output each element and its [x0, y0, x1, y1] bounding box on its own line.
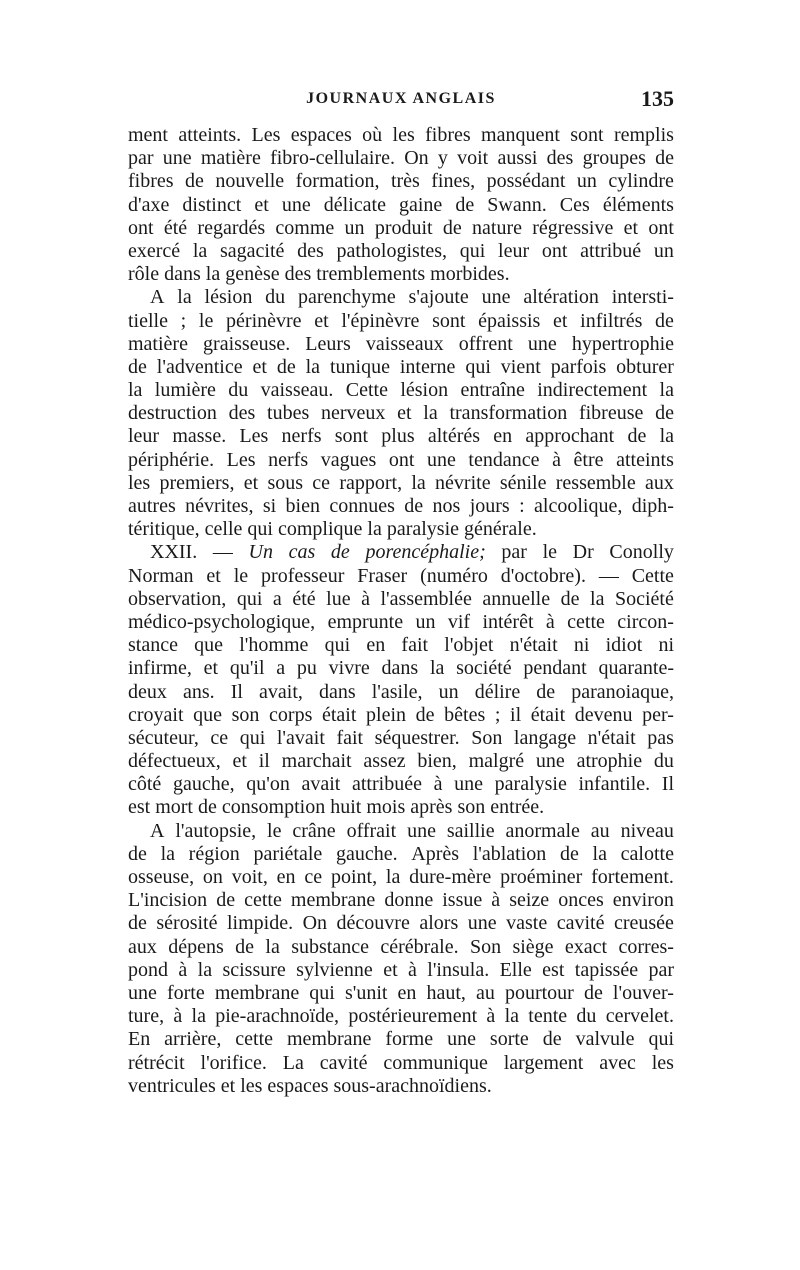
text-body	[128, 124, 674, 1098]
text-line: sécuteur, ce qui l'avait fait séquestrer. Son langage n'était pas	[128, 726, 674, 749]
text-line: observation, qui a été lue à l'assemblée annuelle de la Société	[128, 587, 674, 610]
text-line: de sérosité limpide. On découvre alors une vaste cavité creusée	[128, 912, 674, 935]
text-line: médico-psychologique, emprunte un vif intérêt à cette circon-	[128, 610, 674, 633]
text-line: ment atteints. Les espaces où les fibres manquent sont remplis	[128, 124, 674, 146]
text-line: les premiers, et sous ce rapport, la névrite sénile ressemble aux	[128, 471, 674, 494]
text-line: infirme, et qu'il a pu vivre dans la société pendant quarante-	[128, 657, 674, 680]
text-line: téritique, celle qui complique la paralysie générale.	[128, 518, 537, 541]
text-line: L'incision de cette membrane donne issue à seize onces environ	[128, 889, 674, 912]
text-line: rôle dans la genèse des tremblements morbides.	[128, 263, 510, 286]
text-line: aux dépens de la substance cérébrale. Son siège exact corres-	[128, 935, 674, 958]
text-line: rétrécit l'orifice. La cavité communique largement avec les	[128, 1051, 674, 1074]
text-line: ventricules et les espaces sous-arachnoïdiens.	[128, 1074, 492, 1097]
text-line: deux ans. Il avait, dans l'asile, un délire de paranoiaque,	[128, 680, 674, 703]
text-line: Norman et le professeur Fraser (numéro d'octobre). — Cette	[128, 564, 674, 587]
text-line: pond à la scissure sylvienne et à l'insula. Elle est tapissée par	[128, 958, 674, 981]
text-line: croyait que son corps était plein de bêtes ; il était devenu per-	[128, 703, 674, 726]
text-line: XXII. — Un cas de porencéphalie; par le Dr Conolly	[150, 541, 674, 564]
text-line: matière graisseuse. Leurs vaisseaux offrent une hypertrophie	[128, 332, 674, 355]
text-line: défectueux, et il marchait assez bien, malgré une atrophie du	[128, 750, 674, 773]
text-line: ture, à la pie-arachnoïde, postérieurement à la tente du cervelet.	[128, 1005, 674, 1028]
text-line: la lumière du vaisseau. Cette lésion entraîne indirectement la	[128, 379, 674, 402]
text-line: A la lésion du parenchyme s'ajoute une altération intersti-	[150, 286, 674, 309]
text-line: périphérie. Les nerfs vagues ont une tendance à être atteints	[128, 448, 674, 471]
text-line: ont été regardés comme un produit de nature régressive et ont	[128, 216, 674, 239]
page-number: 135	[641, 86, 674, 111]
text-line: osseuse, on voit, en ce point, la dure-mère proéminer fortement.	[128, 866, 674, 888]
text-line: En arrière, cette membrane forme une sorte de valvule qui	[128, 1028, 674, 1051]
text-line: est mort de consomption huit mois après son entrée.	[128, 796, 545, 819]
text-line: de l'adventice et de la tunique interne qui vient parfois obturer	[128, 355, 674, 378]
text-line: tielle ; le périnèvre et l'épinèvre sont épaissis et infiltrés de	[128, 309, 674, 332]
text-line: de la région pariétale gauche. Après l'ablation de la calotte	[128, 842, 674, 865]
text-line: stance que l'homme qui en fait l'objet n'était ni idiot ni	[128, 634, 674, 657]
running-title: JOURNAUX ANGLAIS	[306, 90, 496, 107]
text-line: d'axe distinct et une délicate gaine de Swann. Ces éléments	[128, 193, 674, 216]
text-line: par une matière fibro-cellulaire. On y voit aussi des groupes de	[128, 147, 674, 170]
text-line: leur masse. Les nerfs sont plus altérés en approchant de la	[128, 425, 674, 448]
text-line: A l'autopsie, le crâne offrait une saillie anormale au niveau	[150, 819, 674, 842]
running-header	[128, 86, 674, 116]
text-line: une forte membrane qui s'unit en haut, au pourtour de l'ouver-	[128, 981, 674, 1004]
text-line: fibres de nouvelle formation, très fines, possédant un cylindre	[128, 170, 674, 193]
text-line: autres névrites, si bien connues de nos jours : alcoolique, diph-	[128, 495, 674, 517]
text-line: destruction des tubes nerveux et la transformation fibreuse de	[128, 402, 674, 425]
text-line: exercé la sagacité des pathologistes, qui leur ont attribué un	[128, 239, 674, 262]
text-line: côté gauche, qu'on avait attribuée à une paralysie infantile. Il	[128, 773, 674, 796]
